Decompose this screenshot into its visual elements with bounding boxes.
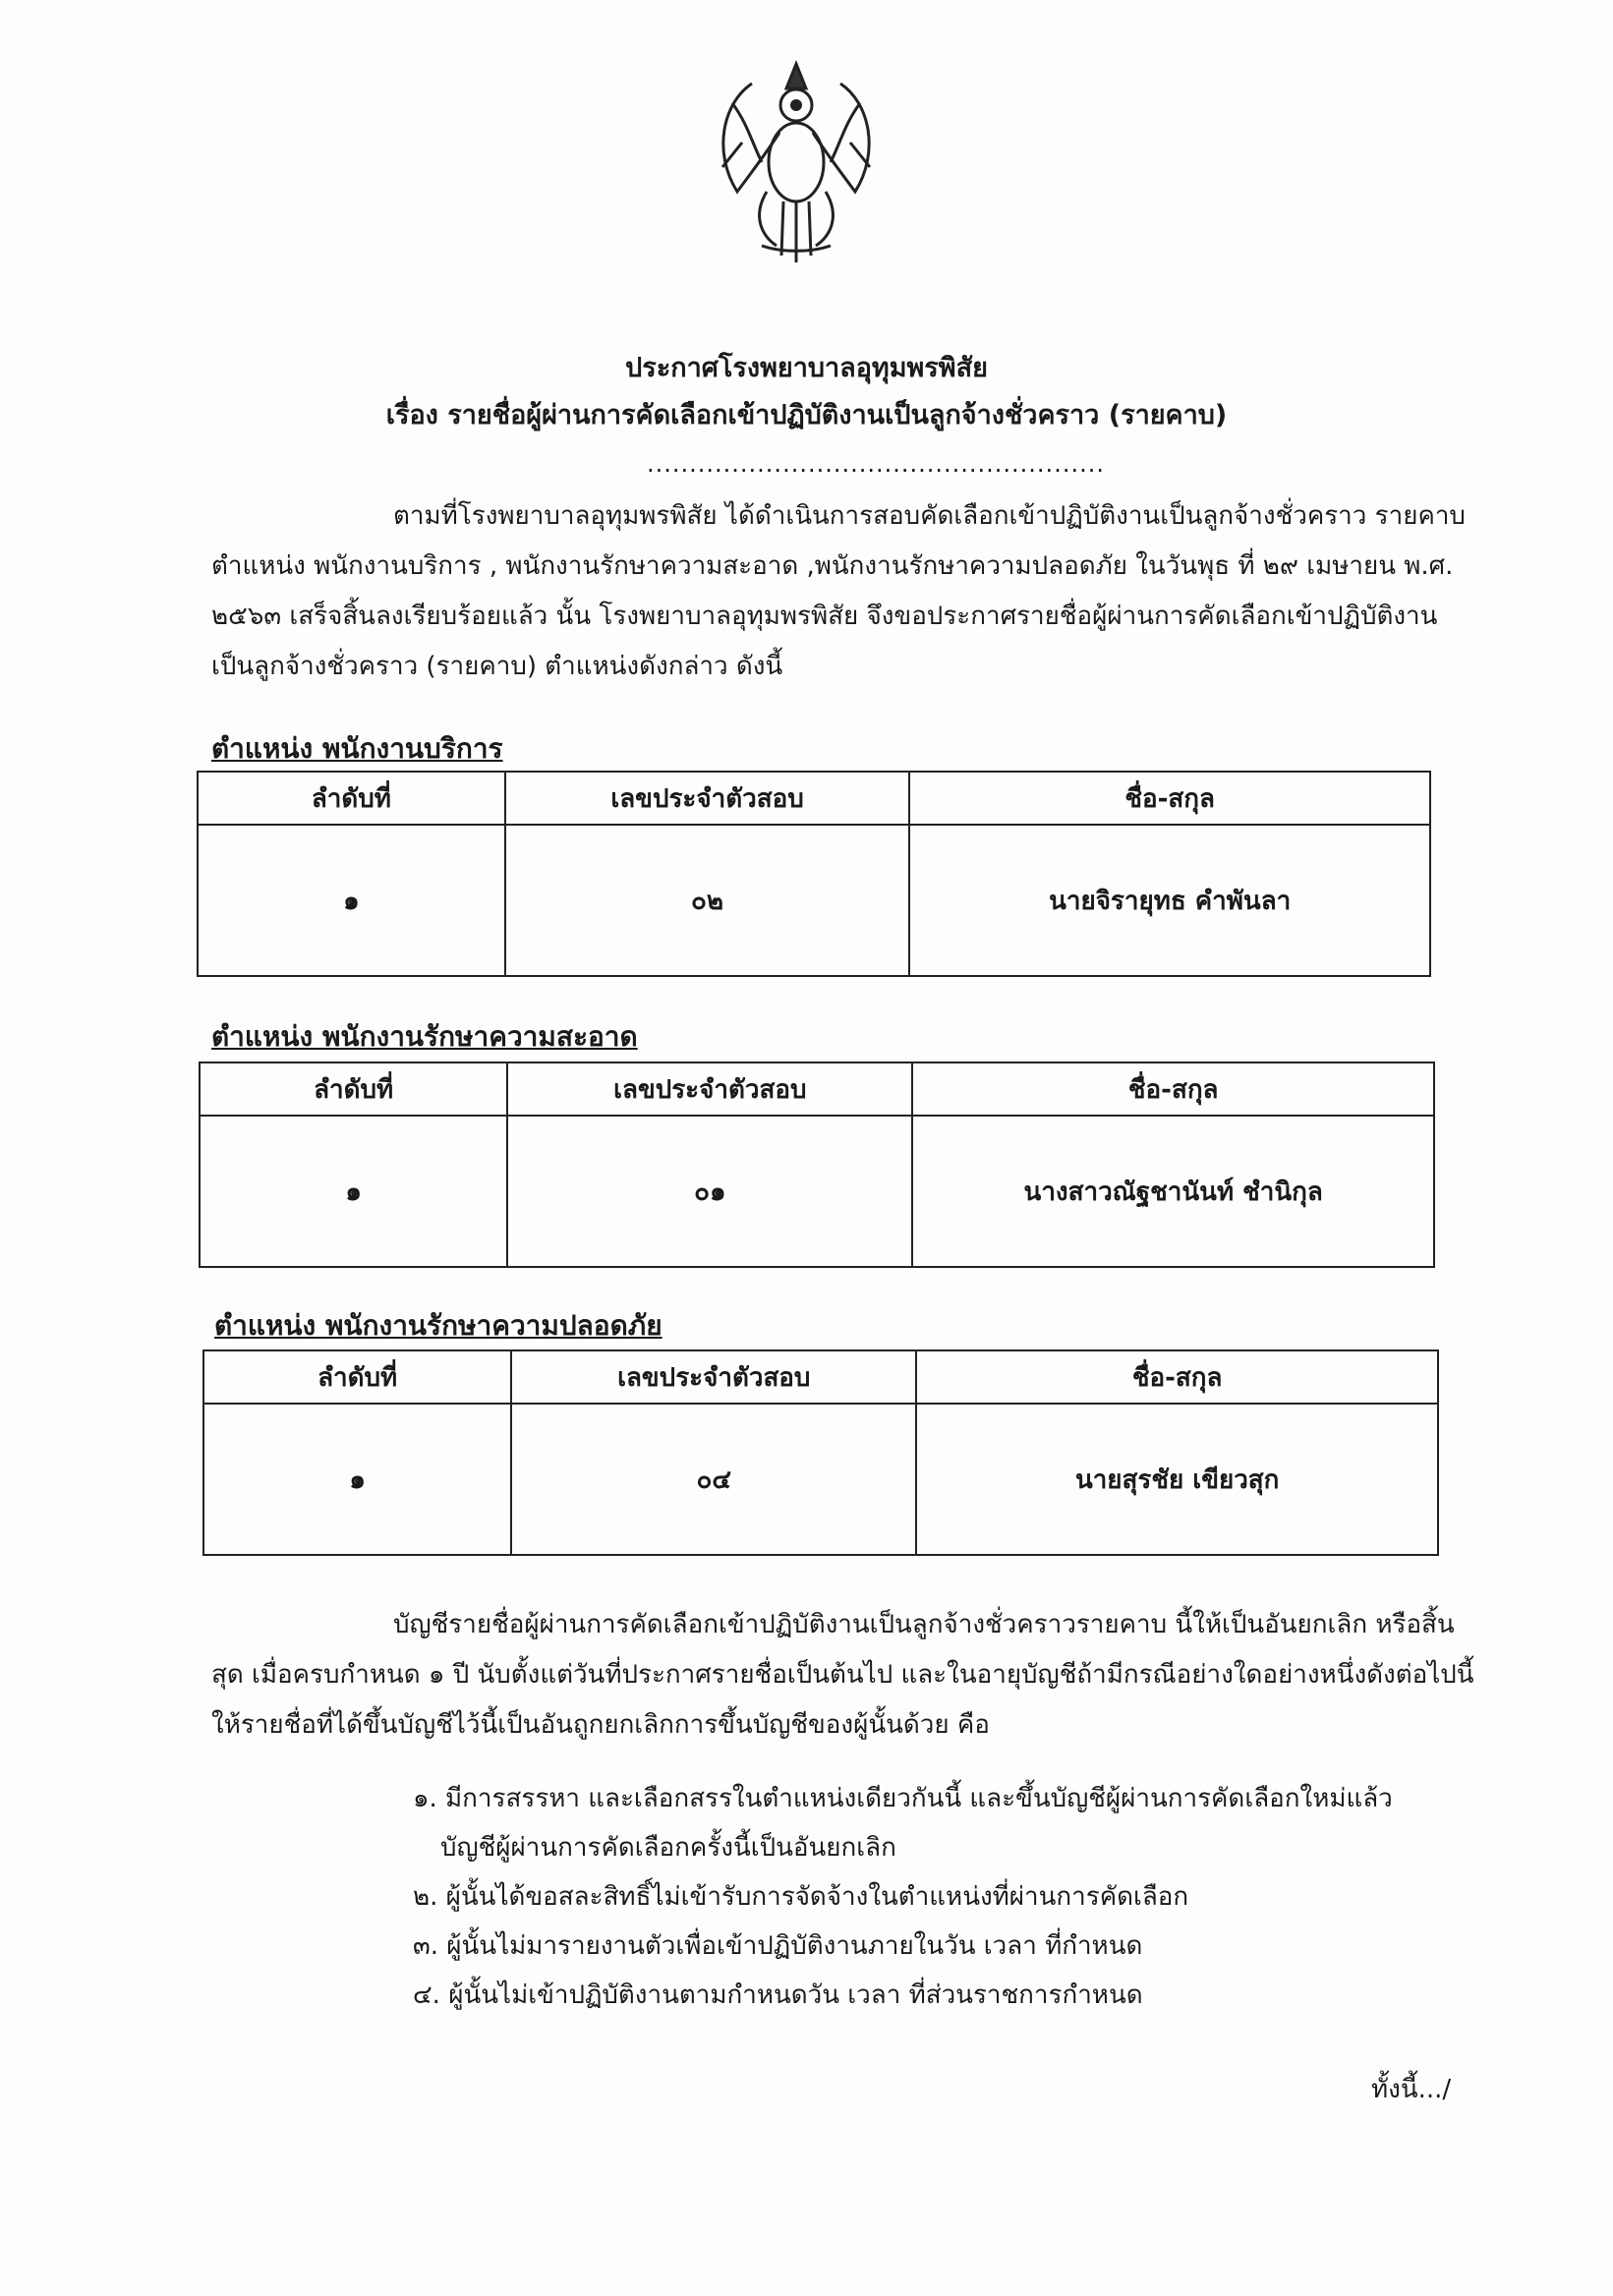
position-heading-security: ตำแหน่ง พนักงานรักษาความปลอดภัย — [214, 1309, 662, 1342]
cell-exam-id: ๐๑ — [507, 1116, 912, 1267]
cell-order: ๑ — [203, 1404, 511, 1555]
separator-dots: ...................................................... — [647, 450, 1105, 478]
table-header-row — [200, 1062, 1434, 1116]
results-table-cleaning — [199, 1062, 1435, 1268]
cell-order: ๑ — [200, 1116, 507, 1267]
header-order: ลำดับที่ — [198, 772, 505, 825]
cell-full-name: นายสุรชัย เขียวสุก — [916, 1404, 1438, 1555]
intro-text: ตามที่โรงพยาบาลอุทุมพรพิสัย ได้ดำเนินการสอบคัดเลือกเข้าปฏิบัติงานเป็นลูกจ้างชั่วคราว รายคาบ ตำแหน่ง พนักงานบริการ , พนักงานรักษาความสะอาด ,พนักงานรักษาความปลอดภัย ในวันพุธ ที่ ๒๙ เมษายน พ.ศ. ๒๕๖๓ เสร็จสิ้นลงเรียบร้อยแล้ว นั้น โรงพยาบาลอุทุมพรพิสัย จึงขอประกาศรายชื่อผู้ผ่านการคัดเลือกเข้าปฏิบัติงานเป็นลูกจ้างชั่วคราว (รายคาบ) ตำแหน่งดังกล่าว ดังนี้ — [211, 501, 1466, 681]
cell-exam-id: ๐๒ — [505, 825, 910, 976]
header-exam-id: เลขประจำตัวสอบ — [511, 1350, 916, 1404]
table-row — [203, 1404, 1438, 1555]
list-item: ๓. ผู้นั้นไม่มารายงานตัวเพื่อเข้าปฏิบัติงานภายในวัน เวลา ที่กำหนด — [413, 1931, 1143, 1961]
continuation-note: ทั้งนี้.../ — [1371, 2075, 1452, 2104]
list-item-continuation: บัญชีผู้ผ่านการคัดเลือกครั้งนี้เป็นอันยกเลิก — [440, 1833, 896, 1863]
position-heading-cleaning: ตำแหน่ง พนักงานรักษาความสะอาด — [211, 1020, 638, 1053]
header-full-name: ชื่อ-สกุล — [916, 1350, 1438, 1404]
table-header-row — [203, 1350, 1438, 1404]
results-table-security — [202, 1349, 1439, 1556]
announcement-title: ประกาศโรงพยาบาลอุทุมพรพิสัย — [625, 353, 988, 383]
position-heading-service: ตำแหน่ง พนักงานบริการ — [211, 732, 503, 765]
announcement-subject: เรื่อง รายชื่อผู้ผ่านการคัดเลือกเข้าปฏิบัติงานเป็นลูกจ้างชั่วคราว (รายคาบ) — [385, 400, 1228, 430]
list-item: ๔. ผู้นั้นไม่เข้าปฏิบัติงานตามกำหนดวัน เวลา ที่ส่วนราชการกำหนด — [413, 1980, 1143, 2010]
table-row — [200, 1116, 1434, 1267]
header-exam-id: เลขประจำตัวสอบ — [507, 1062, 912, 1116]
table-row — [198, 825, 1430, 976]
cell-full-name: นางสาวณัฐชานันท์ ชำนิกุล — [912, 1116, 1434, 1267]
table-header-row — [198, 772, 1430, 825]
header-full-name: ชื่อ-สกุล — [912, 1062, 1434, 1116]
intro-paragraph — [211, 491, 1469, 692]
list-item: ๒. ผู้นั้นได้ขอสละสิทธิ์ไม่เข้ารับการจัดจ้างในตำแหน่งที่ผ่านการคัดเลือก — [413, 1882, 1189, 1912]
header-exam-id: เลขประจำตัวสอบ — [505, 772, 910, 825]
cell-full-name: นายจิรายุทธ คำพันลา — [909, 825, 1430, 976]
closing-paragraph — [211, 1600, 1479, 1751]
closing-text: บัญชีรายชื่อผู้ผ่านการคัดเลือกเข้าปฏิบัติงานเป็นลูกจ้างชั่วคราวรายคาบ นี้ให้เป็นอันยกเลิก หรือสิ้นสุด เมื่อครบกำหนด ๑ ปี นับตั้งแต่วันที่ประกาศรายชื่อเป็นต้นไป และในอายุบัญชีถ้ามีกรณีอย่างใดอย่างหนึ่งดังต่อไปนี้ให้รายชื่อที่ได้ขึ้นบัญชีไว้นี้เป็นอันถูกยกเลิกการขึ้นบัญชีของผู้นั้นด้วย คือ — [211, 1610, 1474, 1740]
results-table-service — [197, 771, 1431, 977]
header-full-name: ชื่อ-สกุล — [909, 772, 1430, 825]
garuda-emblem-icon — [693, 44, 899, 270]
header-order: ลำดับที่ — [200, 1062, 507, 1116]
cell-order: ๑ — [198, 825, 505, 976]
list-item: ๑. มีการสรรหา และเลือกสรรในตำแหน่งเดียวกันนี้ และขึ้นบัญชีผู้ผ่านการคัดเลือกใหม่แล้ว — [413, 1784, 1393, 1813]
conditions-list — [413, 1774, 1393, 2020]
header-order: ลำดับที่ — [203, 1350, 511, 1404]
cell-exam-id: ๐๔ — [511, 1404, 916, 1555]
